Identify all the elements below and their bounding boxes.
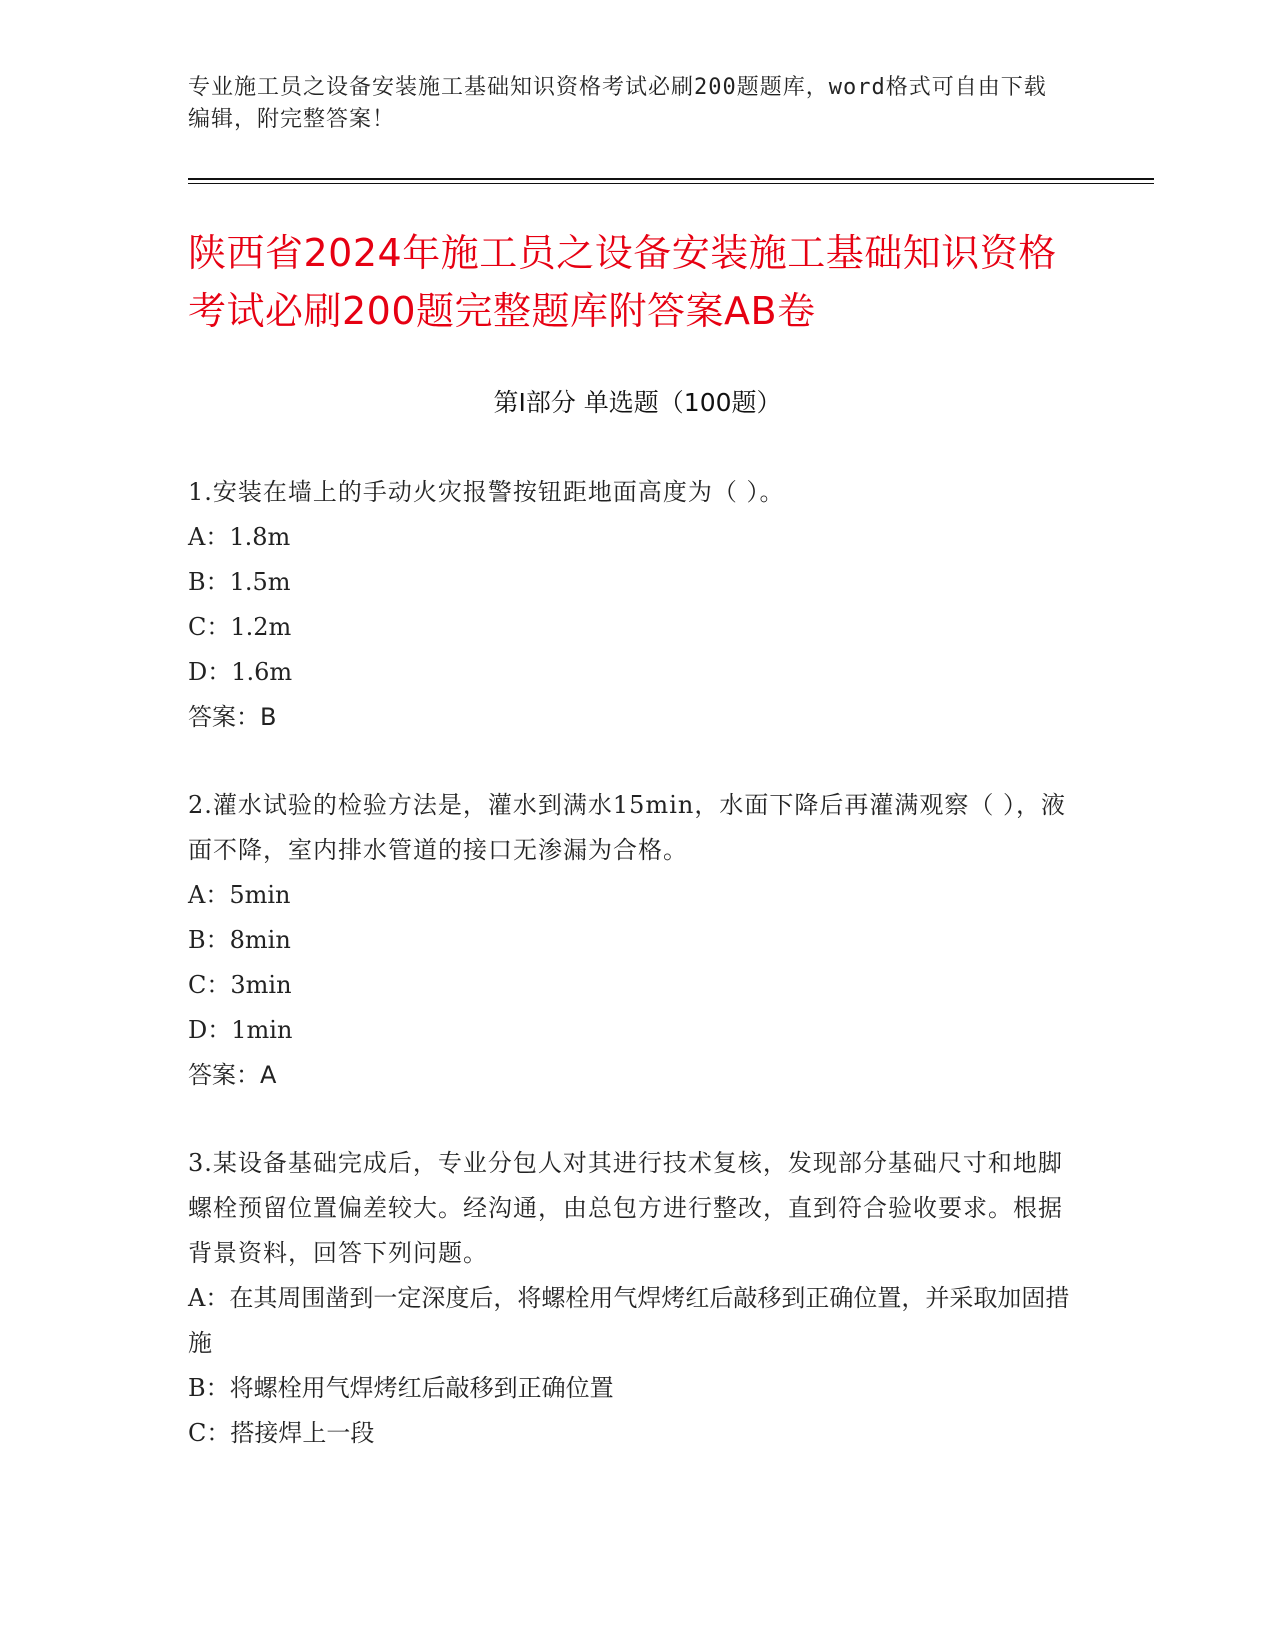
- option-b: B：将螺栓用气焊烤红后敲移到正确位置: [188, 1374, 614, 1402]
- option-c: C：3min: [188, 971, 292, 999]
- header-divider: [188, 178, 1154, 180]
- question-list: [188, 470, 1078, 1499]
- option-a: A：在其周围凿到一定深度后，将螺栓用气焊烤红后敲移到正确位置，并采取加固措施: [188, 1284, 1070, 1357]
- option-b: B：1.5m: [188, 568, 291, 596]
- question-2: [188, 783, 1078, 1098]
- question-stem: 1.安装在墙上的手动火灾报警按钮距地面高度为（ ）。: [188, 478, 785, 506]
- answer-line: 答案：B: [188, 703, 277, 731]
- header-divider-thin: [188, 183, 1154, 184]
- question-1: [188, 470, 1078, 740]
- answer-line: 答案：A: [188, 1061, 277, 1089]
- document-title: 陕西省2024年施工员之设备安装施工基础知识资格考试必刷200题完整题库附答案AB卷: [188, 231, 1057, 333]
- option-a: A：1.8m: [188, 523, 291, 551]
- option-b: B：8min: [188, 926, 291, 954]
- header-note: 专业施工员之设备安装施工基础知识资格考试必刷200题题库，word格式可自由下载编辑，附完整答案！: [188, 75, 1047, 132]
- option-a: A：5min: [188, 881, 291, 909]
- question-stem: 3.某设备基础完成后，专业分包人对其进行技术复核，发现部分基础尺寸和地脚螺栓预留位置偏差较大。经沟通，由总包方进行整改，直到符合验收要求。根据背景资料，回答下列问题。: [188, 1149, 1063, 1267]
- section-title: 第Ⅰ部分 单选题（100题）: [493, 388, 782, 417]
- option-c: C：搭接焊上一段: [188, 1419, 375, 1447]
- question-stem: 2.灌水试验的检验方法是，灌水到满水15min，水面下降后再灌满观察（ ），液面不降，室内排水管道的接口无渗漏为合格。: [188, 791, 1066, 864]
- option-c: C：1.2m: [188, 613, 292, 641]
- option-d: D：1min: [188, 1016, 293, 1044]
- option-d: D：1.6m: [188, 658, 293, 686]
- question-3: [188, 1141, 1078, 1456]
